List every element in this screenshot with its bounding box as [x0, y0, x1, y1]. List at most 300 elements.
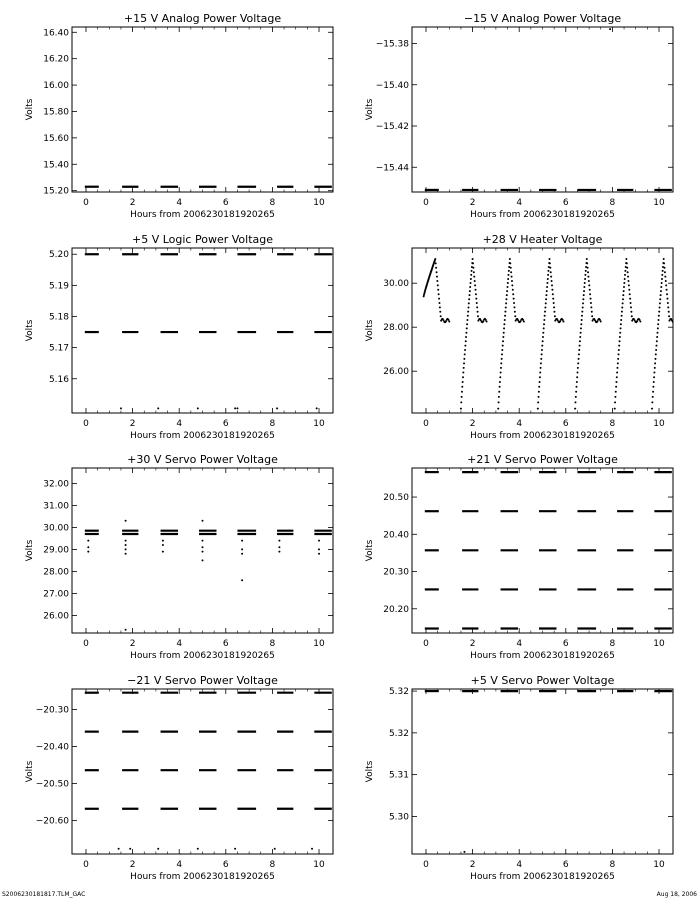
- data-point: [463, 367, 465, 369]
- data-point: [503, 327, 505, 329]
- chart-title: −21 V Servo Power Voltage: [127, 674, 278, 687]
- data-point: [162, 544, 164, 546]
- data-point: [476, 306, 478, 308]
- data-point: [541, 353, 543, 355]
- data-point: [464, 349, 466, 351]
- data-point: [624, 278, 626, 280]
- data-point: [579, 345, 581, 347]
- y-tick-label: 5.16: [48, 374, 69, 385]
- data-point: [514, 311, 516, 313]
- data-point: [582, 298, 584, 300]
- data-point: [506, 294, 508, 296]
- data-point: [236, 407, 238, 409]
- data-point: [660, 294, 662, 296]
- plot-frame: [412, 689, 673, 854]
- chart-title: +28 V Heater Voltage: [482, 233, 603, 246]
- data-point: [667, 306, 669, 308]
- y-tick-label: −15.44: [375, 163, 409, 174]
- data-point: [468, 298, 470, 300]
- x-tick-label: 10: [313, 419, 325, 429]
- y-tick-label: −20.50: [35, 779, 69, 790]
- data-point: [581, 315, 583, 317]
- data-point: [584, 282, 586, 284]
- y-tick-label: 5.17: [48, 343, 69, 354]
- data-point: [654, 362, 656, 364]
- y-tick-label: −15.38: [375, 39, 409, 50]
- x-tick-label: 8: [269, 639, 276, 649]
- data-point: [498, 391, 500, 393]
- data-point: [486, 321, 488, 323]
- data-point: [659, 298, 661, 300]
- data-point: [501, 358, 503, 360]
- data-point: [587, 271, 589, 273]
- data-point: [664, 267, 666, 269]
- data-point: [652, 396, 654, 398]
- data-point: [466, 323, 468, 325]
- data-point: [615, 386, 617, 388]
- x-tick-label: 4: [516, 860, 523, 870]
- data-point: [504, 315, 506, 317]
- data-point: [241, 548, 243, 550]
- x-tick-label: 10: [313, 198, 325, 208]
- data-point: [499, 376, 501, 378]
- data-point: [463, 362, 465, 364]
- data-point: [472, 258, 474, 260]
- data-point: [586, 258, 588, 260]
- x-tick-label: 6: [562, 198, 569, 208]
- x-tick-label: 2: [469, 419, 476, 429]
- data-point: [591, 311, 593, 313]
- data-point: [467, 306, 469, 308]
- data-point: [580, 323, 582, 325]
- data-point: [464, 353, 466, 355]
- data-point: [278, 551, 280, 553]
- data-point: [507, 282, 509, 284]
- data-point: [544, 315, 546, 317]
- data-point: [500, 367, 502, 369]
- y-axis-label: Volts: [25, 539, 35, 562]
- data-point: [584, 278, 586, 280]
- data-point: [652, 386, 654, 388]
- x-tick-label: 0: [83, 639, 89, 649]
- data-point: [318, 548, 320, 550]
- data-point: [439, 311, 441, 313]
- data-point: [543, 327, 545, 329]
- y-tick-label: −20.60: [35, 816, 69, 827]
- plot-frame: [72, 27, 333, 192]
- data-point: [467, 311, 469, 313]
- x-tick-label: 4: [516, 639, 523, 649]
- data-point: [653, 376, 655, 378]
- y-tick-label: 32.00: [43, 479, 69, 490]
- data-point: [622, 294, 624, 296]
- data-point: [616, 367, 618, 369]
- data-point: [546, 282, 548, 284]
- data-point: [590, 298, 592, 300]
- data-point: [622, 302, 624, 304]
- chart-panel-2: [365, 12, 673, 220]
- chart-title: +5 V Logic Power Voltage: [132, 233, 273, 246]
- data-point: [541, 349, 543, 351]
- data-point: [545, 294, 547, 296]
- data-point: [461, 391, 463, 393]
- y-tick-label: 16.20: [43, 54, 69, 65]
- data-point: [435, 267, 437, 269]
- x-tick-label: 2: [469, 860, 476, 870]
- chart-panel-8: [365, 674, 673, 882]
- data-point: [656, 340, 658, 342]
- data-layer: [425, 28, 672, 190]
- data-point: [620, 323, 622, 325]
- data-point: [545, 302, 547, 304]
- data-point: [552, 293, 554, 295]
- data-point: [609, 28, 611, 30]
- chart-title: +21 V Servo Power Voltage: [467, 453, 618, 466]
- data-point: [511, 276, 513, 278]
- x-axis-label: Hours from 2006230181920265: [470, 651, 615, 661]
- data-point: [666, 289, 668, 291]
- data-point: [553, 311, 555, 313]
- data-point: [513, 298, 515, 300]
- data-point: [668, 311, 670, 313]
- data-point: [674, 318, 676, 320]
- data-point: [657, 327, 659, 329]
- data-point: [615, 381, 617, 383]
- data-point: [500, 372, 502, 374]
- data-point: [581, 311, 583, 313]
- data-point: [627, 271, 629, 273]
- data-point: [624, 274, 626, 276]
- data-point: [575, 396, 577, 398]
- data-point: [577, 362, 579, 364]
- data-point: [462, 376, 464, 378]
- data-point: [508, 270, 510, 272]
- data-point: [554, 315, 556, 317]
- data-point: [660, 286, 662, 288]
- data-point: [619, 332, 621, 334]
- y-tick-label: 20.40: [383, 530, 409, 541]
- data-point: [157, 848, 159, 850]
- data-point: [627, 280, 629, 282]
- data-point: [470, 282, 472, 284]
- data-point: [580, 332, 582, 334]
- data-point: [463, 851, 465, 853]
- data-point: [575, 391, 577, 393]
- data-point: [664, 276, 666, 278]
- y-tick-label: 28.00: [43, 567, 69, 578]
- data-point: [129, 848, 131, 850]
- data-point: [504, 311, 506, 313]
- data-point: [473, 276, 475, 278]
- data-point: [540, 367, 542, 369]
- x-tick-label: 4: [516, 198, 523, 208]
- data-point: [581, 319, 583, 321]
- data-point: [509, 258, 511, 260]
- x-tick-label: 10: [653, 860, 665, 870]
- data-point: [590, 306, 592, 308]
- data-point: [583, 294, 585, 296]
- data-point: [666, 293, 668, 295]
- data-point: [615, 391, 617, 393]
- data-point: [477, 315, 479, 317]
- data-point: [471, 270, 473, 272]
- data-point: [630, 306, 632, 308]
- data-point: [553, 302, 555, 304]
- data-point: [125, 553, 127, 555]
- x-tick-label: 8: [609, 419, 616, 429]
- x-tick-label: 10: [313, 639, 325, 649]
- data-point: [547, 278, 549, 280]
- data-point: [583, 290, 585, 292]
- data-point: [549, 262, 551, 264]
- data-point: [662, 270, 664, 272]
- data-point: [584, 274, 586, 276]
- chart-title: +5 V Servo Power Voltage: [470, 674, 615, 687]
- data-point: [658, 315, 660, 317]
- data-point: [469, 294, 471, 296]
- data-point: [545, 298, 547, 300]
- data-point: [578, 349, 580, 351]
- data-point: [499, 386, 501, 388]
- y-axis-label: Volts: [365, 319, 375, 342]
- data-point: [197, 848, 199, 850]
- data-point: [541, 345, 543, 347]
- y-tick-label: 28.00: [383, 323, 409, 334]
- y-tick-label: 27.00: [43, 589, 69, 600]
- data-point: [500, 362, 502, 364]
- plot-frame: [412, 27, 673, 192]
- data-layer: [85, 693, 332, 850]
- data-point: [498, 401, 500, 403]
- y-tick-label: 26.00: [383, 367, 409, 378]
- data-point: [466, 319, 468, 321]
- data-point: [652, 391, 654, 393]
- data-point: [512, 293, 514, 295]
- data-point: [509, 262, 511, 264]
- data-point: [665, 284, 667, 286]
- data-point: [551, 280, 553, 282]
- data-point: [276, 407, 278, 409]
- data-point: [542, 336, 544, 338]
- data-point: [512, 289, 514, 291]
- data-point: [125, 548, 127, 550]
- data-point: [668, 315, 670, 317]
- data-point: [628, 289, 630, 291]
- data-point: [470, 274, 472, 276]
- x-tick-label: 0: [423, 419, 429, 429]
- data-point: [655, 349, 657, 351]
- data-point: [162, 540, 164, 542]
- data-point: [463, 358, 465, 360]
- plot-frame: [412, 248, 673, 413]
- data-point: [508, 274, 510, 276]
- data-point: [655, 345, 657, 347]
- data-point: [523, 321, 525, 323]
- data-point: [651, 401, 653, 403]
- data-point: [583, 286, 585, 288]
- data-point: [630, 311, 632, 313]
- data-point: [318, 540, 320, 542]
- data-point: [472, 267, 474, 269]
- data-point: [588, 280, 590, 282]
- data-point: [621, 315, 623, 317]
- data-point: [434, 258, 436, 260]
- data-point: [498, 396, 500, 398]
- data-point: [538, 386, 540, 388]
- data-point: [538, 396, 540, 398]
- data-point: [513, 306, 515, 308]
- data-point: [600, 321, 602, 323]
- data-point: [619, 340, 621, 342]
- data-point: [505, 306, 507, 308]
- data-point: [628, 284, 630, 286]
- data-point: [278, 540, 280, 542]
- data-point: [125, 520, 127, 522]
- data-point: [120, 407, 122, 409]
- data-point: [623, 282, 625, 284]
- data-point: [475, 293, 477, 295]
- data-point: [578, 353, 580, 355]
- x-tick-label: 2: [129, 198, 136, 208]
- data-layer: [425, 691, 672, 853]
- x-tick-label: 10: [653, 639, 665, 649]
- y-axis-label: Volts: [25, 98, 35, 121]
- data-point: [538, 391, 540, 393]
- data-point: [618, 349, 620, 351]
- data-point: [540, 362, 542, 364]
- data-point: [552, 298, 554, 300]
- data-layer: [425, 472, 672, 628]
- y-tick-label: −20.30: [35, 705, 69, 716]
- data-point: [464, 345, 466, 347]
- date-label: Aug 18, 2006: [656, 891, 697, 898]
- y-tick-label: 20.20: [383, 604, 409, 615]
- data-point: [202, 551, 204, 553]
- data-point: [87, 546, 89, 548]
- data-point: [506, 290, 508, 292]
- data-point: [657, 323, 659, 325]
- y-axis-label: Volts: [25, 760, 35, 783]
- data-point: [614, 401, 616, 403]
- data-point: [579, 336, 581, 338]
- x-tick-label: 6: [222, 198, 229, 208]
- data-point: [587, 267, 589, 269]
- y-axis-label: Volts: [25, 319, 35, 342]
- data-point: [551, 289, 553, 291]
- data-point: [547, 274, 549, 276]
- chart-panel-3: [25, 233, 333, 441]
- x-tick-label: 0: [83, 419, 89, 429]
- y-tick-label: 5.32: [388, 728, 409, 739]
- data-layer: [85, 520, 332, 631]
- data-point: [118, 848, 120, 850]
- data-point: [576, 381, 578, 383]
- chart-panel-7: [25, 674, 333, 882]
- data-point: [467, 315, 469, 317]
- y-tick-label: 5.30: [388, 812, 409, 823]
- data-point: [582, 306, 584, 308]
- data-point: [562, 321, 564, 323]
- x-tick-label: 6: [562, 419, 569, 429]
- data-point: [435, 262, 437, 264]
- data-point: [548, 258, 550, 260]
- y-tick-label: −15.40: [375, 80, 409, 91]
- data-point: [673, 321, 675, 323]
- data-point: [125, 540, 127, 542]
- data-point: [623, 290, 625, 292]
- x-tick-label: 8: [609, 860, 616, 870]
- data-point: [125, 544, 127, 546]
- data-point: [462, 372, 464, 374]
- data-point: [631, 315, 633, 317]
- data-point: [653, 381, 655, 383]
- data-point: [591, 315, 593, 317]
- data-point: [462, 381, 464, 383]
- data-point: [502, 340, 504, 342]
- data-point: [578, 358, 580, 360]
- data-point: [582, 302, 584, 304]
- data-point: [465, 340, 467, 342]
- data-point: [544, 306, 546, 308]
- x-tick-label: 6: [222, 860, 229, 870]
- data-point: [475, 289, 477, 291]
- data-point: [660, 290, 662, 292]
- data-point: [616, 376, 618, 378]
- data-point: [503, 323, 505, 325]
- data-point: [617, 358, 619, 360]
- y-tick-label: 5.20: [48, 250, 69, 261]
- data-point: [544, 311, 546, 313]
- data-point: [586, 262, 588, 264]
- y-tick-label: 31.00: [43, 501, 69, 512]
- data-point: [460, 408, 462, 410]
- data-point: [311, 848, 313, 850]
- data-point: [574, 408, 576, 410]
- data-point: [477, 311, 479, 313]
- data-point: [461, 396, 463, 398]
- data-point: [470, 278, 472, 280]
- y-tick-label: 20.30: [383, 567, 409, 578]
- data-point: [437, 284, 439, 286]
- data-point: [501, 349, 503, 351]
- y-tick-label: 16.00: [43, 81, 69, 92]
- data-point: [547, 270, 549, 272]
- data-point: [202, 546, 204, 548]
- data-point: [574, 401, 576, 403]
- x-axis-label: Hours from 2006230181920265: [130, 872, 275, 882]
- data-point: [437, 289, 439, 291]
- chart-title: +15 V Analog Power Voltage: [123, 12, 282, 25]
- data-point: [622, 298, 624, 300]
- data-point: [438, 302, 440, 304]
- data-point: [499, 381, 501, 383]
- chart-panel-1: [25, 12, 333, 220]
- x-tick-label: 0: [423, 198, 429, 208]
- data-point: [546, 286, 548, 288]
- x-tick-label: 8: [269, 419, 276, 429]
- data-point: [502, 336, 504, 338]
- data-point: [589, 293, 591, 295]
- data-point: [576, 376, 578, 378]
- data-point: [661, 282, 663, 284]
- y-tick-label: 15.60: [43, 133, 69, 144]
- data-point: [630, 302, 632, 304]
- data-point: [436, 271, 438, 273]
- data-point: [465, 336, 467, 338]
- data-point: [677, 321, 679, 323]
- x-tick-label: 10: [653, 198, 665, 208]
- data-point: [542, 340, 544, 342]
